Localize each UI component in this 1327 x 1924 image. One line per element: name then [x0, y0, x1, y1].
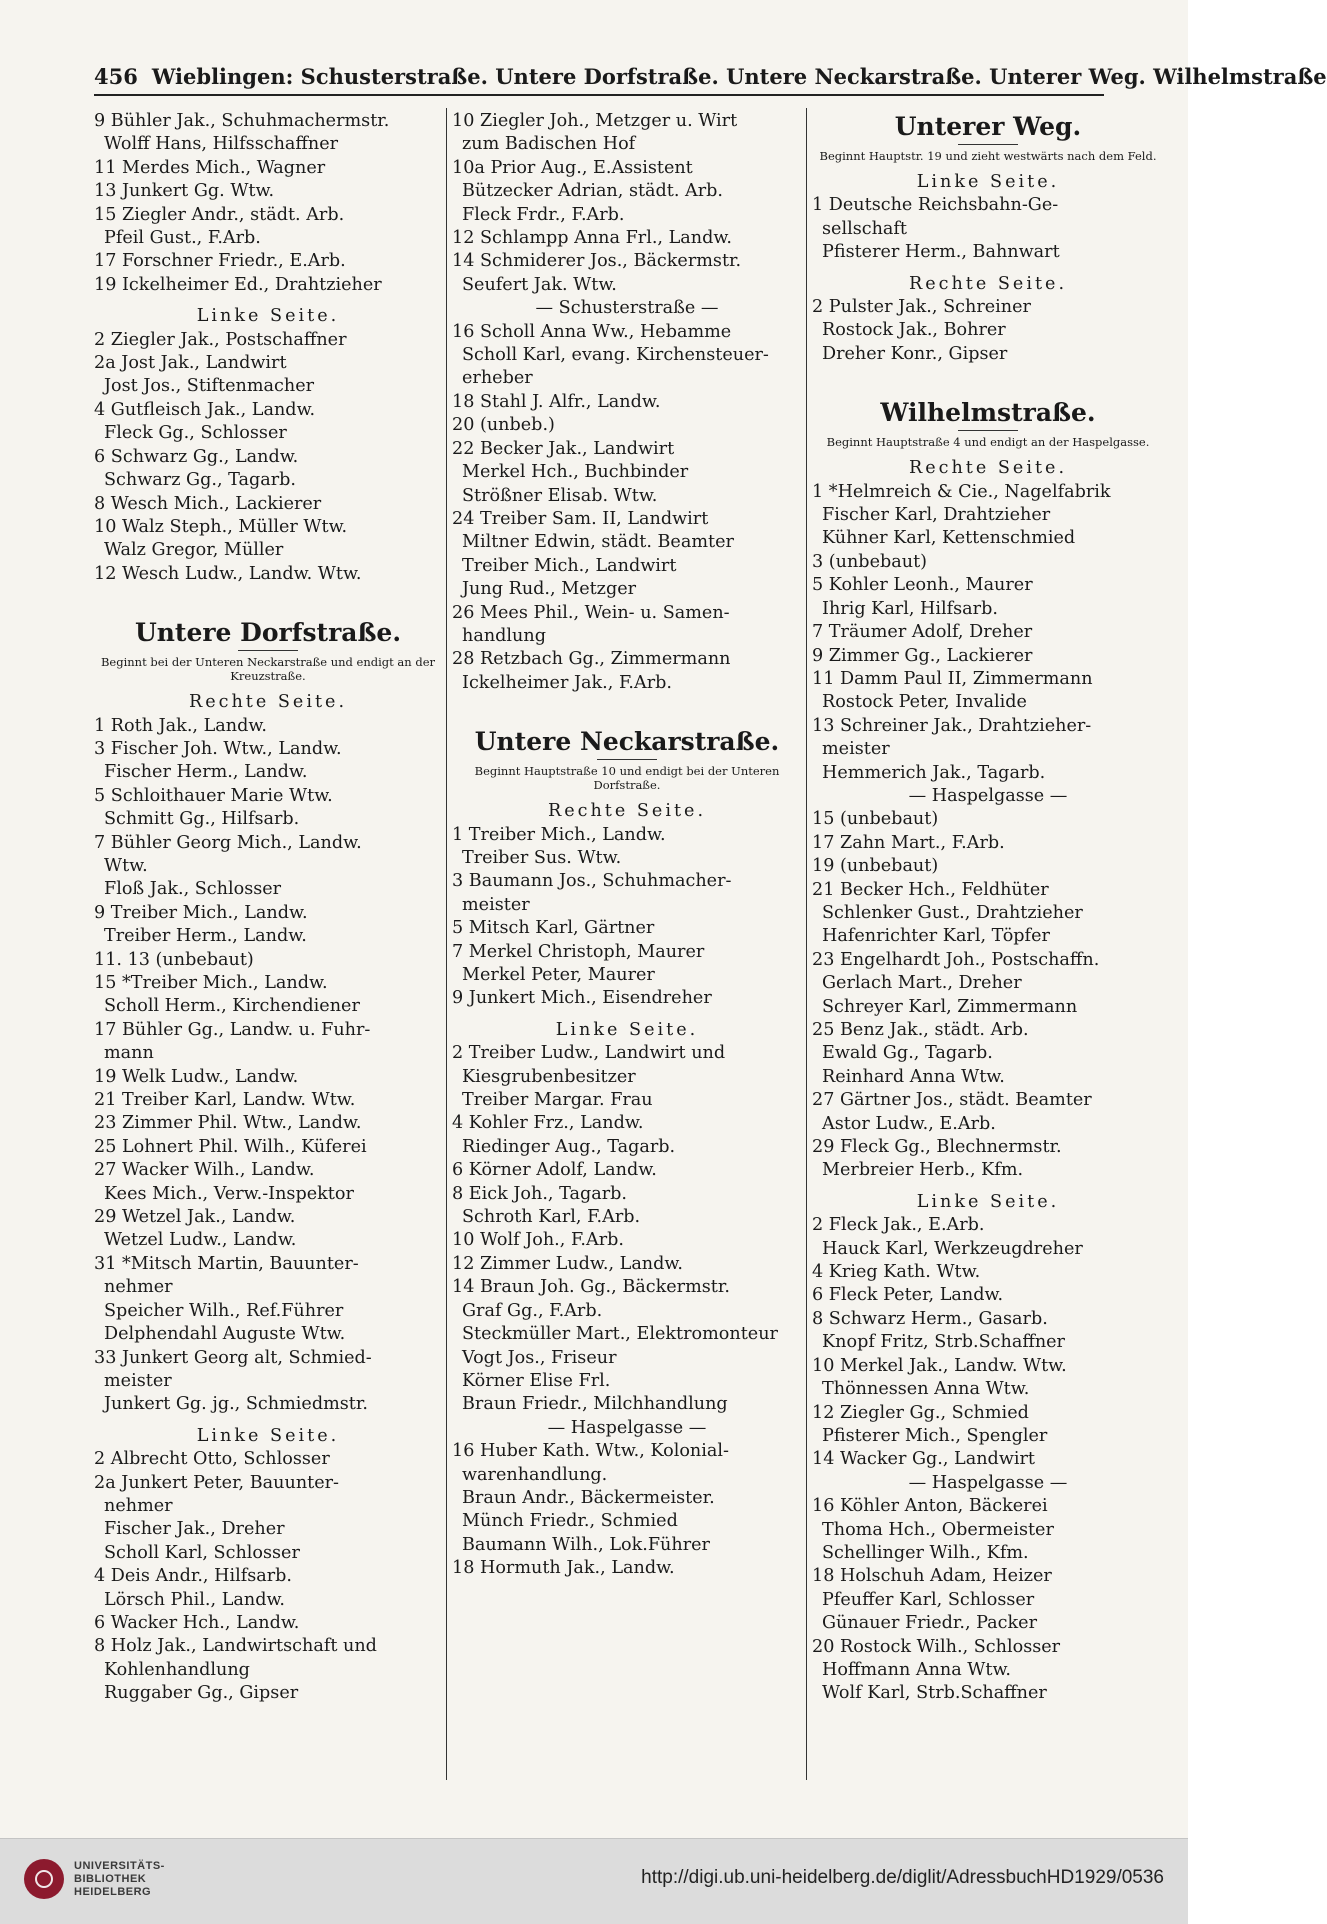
resident-entry: Jost Jos., Stiftenmacher	[104, 376, 315, 397]
address-entry: 27 Gärtner Jos., städt. Beamter	[812, 1090, 1092, 1111]
address-entry: 11 Merdes Mich., Wagner	[94, 157, 326, 178]
resident-entry: Kohlenhandlung	[104, 1659, 250, 1680]
resident-entry: meister	[822, 739, 890, 760]
resident-entry: Walz Gregor, Müller	[104, 540, 284, 561]
address-entry: 14 Braun Joh. Gg., Bäckermstr.	[452, 1277, 730, 1298]
address-entry: 14 Wacker Gg., Landwirt	[812, 1449, 1035, 1470]
address-entry: 29 Wetzel Jak., Landw.	[94, 1207, 296, 1228]
address-entry: 15 *Treiber Mich., Landw.	[94, 973, 328, 993]
side-heading: Rechte Seite.	[908, 458, 1068, 479]
library-name-line1: UNIVERSITÄTS-	[74, 1859, 165, 1872]
address-entry: 1 Deutsche Reichsbahn-Ge-	[812, 195, 1059, 216]
library-name-line3: HEIDELBERG	[74, 1885, 152, 1898]
resident-entry: erheber	[462, 368, 533, 389]
resident-entry: Kees Mich., Verw.-Inspektor	[104, 1183, 354, 1204]
address-entry: 1 Roth Jak., Landw.	[94, 715, 267, 736]
resident-entry: meister	[104, 1370, 172, 1391]
address-entry: 16 Köhler Anton, Bäckerei	[812, 1496, 1048, 1517]
resident-entry: Reinhard Anna Wtw.	[822, 1066, 1005, 1087]
cross-street-marker: — Haspelgasse —	[908, 785, 1068, 806]
side-heading: Rechte Seite.	[908, 273, 1068, 294]
address-entry: 2a Jost Jak., Landwirt	[94, 353, 287, 374]
resident-entry: Braun Friedr., Milchhandlung	[462, 1394, 728, 1415]
side-heading: Linke Seite.	[916, 172, 1060, 192]
resident-entry: Thoma Hch., Obermeister	[822, 1519, 1054, 1540]
address-entry: 21 Becker Hch., Feldhüter	[812, 879, 1049, 900]
address-entry: 33 Junkert Georg alt, Schmied-	[94, 1347, 372, 1368]
address-entry: 23 Engelhardt Joh., Postschaffn.	[812, 949, 1100, 970]
address-entry: 23 Zimmer Phil. Wtw., Landw.	[94, 1113, 362, 1134]
address-entry: 2 Treiber Ludw., Landwirt und	[452, 1043, 726, 1064]
address-entry: 5 Schloithauer Marie Wtw.	[94, 785, 333, 806]
side-heading: Linke Seite.	[196, 1425, 340, 1446]
address-entry: 3 Fischer Joh. Wtw., Landw.	[94, 738, 342, 759]
side-heading: Rechte Seite.	[188, 692, 348, 713]
column-1	[94, 110, 442, 1780]
address-entry: 1 *Helmreich & Cie., Nagelfabrik	[812, 481, 1111, 502]
resident-entry: Astor Ludw., E.Arb.	[822, 1113, 996, 1134]
resident-entry: Lörsch Phil., Landw.	[104, 1589, 286, 1610]
resident-entry: Körner Elise Frl.	[462, 1370, 611, 1391]
address-entry: 2 Pulster Jak., Schreiner	[812, 297, 1031, 318]
address-entry: 3 (unbebaut)	[812, 551, 928, 572]
address-entry: 20 (unbeb.)	[452, 415, 555, 436]
title-underline	[597, 759, 657, 760]
address-entry: 5 Mitsch Karl, Gärtner	[452, 918, 655, 939]
address-entry: 18 Hormuth Jak., Landw.	[452, 1558, 675, 1579]
address-entry: 10a Prior Aug., E.Assistent	[452, 157, 693, 178]
resident-entry: Knopf Fritz, Strb.Schaffner	[822, 1332, 1065, 1353]
address-entry: 19 (unbebaut)	[812, 856, 939, 877]
address-entry: 12 Ziegler Gg., Schmied	[812, 1402, 1029, 1423]
resident-entry: sellschaft	[822, 218, 907, 239]
address-entry: 9 Zimmer Gg., Lackierer	[812, 645, 1033, 666]
resident-entry: Wetzel Ludw., Landw.	[104, 1230, 297, 1251]
address-entry: 11. 13 (unbebaut)	[94, 949, 254, 970]
resident-entry: Seufert Jak. Wtw.	[462, 274, 617, 295]
address-entry: 8 Holz Jak., Landwirtschaft und	[94, 1636, 377, 1657]
library-logo	[24, 1859, 165, 1899]
address-entry: 16 Scholl Anna Ww., Hebamme	[452, 321, 732, 342]
resident-entry: Junkert Gg. jg., Schmiedmstr.	[104, 1394, 368, 1415]
cross-street-marker: — Haspelgasse —	[547, 1417, 707, 1438]
resident-entry: Münch Friedr., Schmied	[462, 1511, 678, 1532]
resident-entry: Pfisterer Herm., Bahnwart	[822, 242, 1060, 263]
resident-entry: Fleck Gg., Schlosser	[104, 423, 287, 444]
address-entry: 6 Fleck Peter, Landw.	[812, 1285, 1004, 1306]
page-header	[94, 58, 1327, 96]
resident-entry: Hoffmann Anna Wtw.	[822, 1659, 1012, 1680]
resident-entry: Vogt Jos., Friseur	[462, 1347, 617, 1368]
resident-entry: handlung	[462, 625, 546, 646]
resident-entry: Treiber Sus. Wtw.	[462, 847, 622, 868]
address-entry: 19 Ickelheimer Ed., Drahtzieher	[94, 274, 382, 295]
address-entry: 7 Bühler Georg Mich., Landw.	[94, 832, 362, 853]
address-entry: 11 Damm Paul II, Zimmermann	[812, 668, 1093, 689]
resident-entry: Rostock Jak., Bohrer	[822, 320, 1006, 341]
resident-entry: Kühner Karl, Kettenschmied	[822, 528, 1076, 549]
resident-entry: Merbreier Herb., Kfm.	[822, 1160, 1024, 1181]
address-entry: 29 Fleck Gg., Blechnermstr.	[812, 1137, 1062, 1158]
resident-entry: meister	[462, 894, 530, 915]
address-entry: 15 (unbebaut)	[812, 809, 939, 830]
resident-entry: Pfisterer Mich., Spengler	[822, 1425, 1048, 1446]
address-entry: 27 Wacker Wilh., Landw.	[94, 1160, 315, 1181]
address-entry: 8 Schwarz Herm., Gasarb.	[812, 1308, 1048, 1329]
address-entry: 12 Schlampp Anna Frl., Landw.	[452, 228, 732, 249]
address-entry: 4 Kohler Frz., Landw.	[452, 1113, 644, 1134]
street-title: Wilhelmstraße.	[880, 398, 1096, 428]
street-description: Beginnt Hauptstraße 10 und endigt bei der Unteren Dorfstraße.	[474, 764, 780, 793]
resident-entry: Merkel Peter, Maurer	[462, 965, 655, 985]
resident-entry: Baumann Wilh., Lok.Führer	[462, 1534, 710, 1555]
resident-entry: Schwarz Gg., Tagarb.	[104, 470, 297, 491]
address-entry: 12 Zimmer Ludw., Landw.	[452, 1253, 683, 1274]
resident-entry: Schellinger Wilh., Kfm.	[822, 1542, 1029, 1563]
resident-entry: Wolff Hans, Hilfsschaffner	[104, 134, 339, 155]
column-3	[812, 110, 1164, 1780]
resident-entry: Hafenrichter Karl, Töpfer	[822, 926, 1050, 947]
resident-entry: Schmitt Gg., Hilfsarb.	[104, 809, 300, 830]
title-underline	[958, 144, 1018, 145]
side-heading: Linke Seite.	[555, 1019, 699, 1040]
resident-entry: Graf Gg., F.Arb.	[462, 1300, 603, 1321]
resident-entry: Schlenker Gust., Drahtzieher	[822, 902, 1083, 923]
resident-entry: Scholl Herm., Kirchendiener	[104, 996, 360, 1017]
resident-entry: Merkel Hch., Buchbinder	[462, 462, 689, 483]
address-entry: 4 Gutfleisch Jak., Landw.	[94, 399, 316, 420]
resident-entry: Schroth Karl, F.Arb.	[462, 1207, 641, 1228]
address-entry: 16 Huber Kath. Wtw., Kolonial-	[452, 1441, 729, 1462]
address-entry: 9 Junkert Mich., Eisendreher	[452, 988, 712, 1009]
cross-street-marker: — Haspelgasse —	[908, 1472, 1068, 1493]
resident-entry: Delphendahl Auguste Wtw.	[104, 1324, 346, 1345]
resident-entry: Fleck Frdr., F.Arb.	[462, 204, 625, 225]
resident-entry: Hauck Karl, Werkzeugdreher	[822, 1238, 1083, 1259]
source-url[interactable]: http://digi.ub.uni-heidelberg.de/diglit/AdressbuchHD1929/0536	[641, 1867, 1164, 1888]
address-entry: 8 Eick Joh., Tagarb.	[452, 1183, 627, 1204]
address-entry: 15 Ziegler Andr., städt. Arb.	[94, 204, 345, 225]
address-entry: 10 Walz Steph., Müller Wtw.	[94, 516, 348, 537]
address-entry: 19 Welk Ludw., Landw.	[94, 1066, 299, 1087]
resident-entry: Speicher Wilh., Ref.Führer	[104, 1300, 344, 1321]
address-entry: 10 Ziegler Joh., Metzger u. Wirt	[452, 111, 738, 131]
address-entry: 2a Junkert Peter, Bauunter-	[94, 1472, 339, 1493]
resident-entry: Fischer Herm., Landw.	[104, 762, 308, 783]
resident-entry: Wtw.	[104, 855, 148, 876]
resident-entry: Ewald Gg., Tagarb.	[822, 1043, 993, 1064]
address-entry: 2 Fleck Jak., E.Arb.	[812, 1215, 985, 1236]
resident-entry: Dreher Konr., Gipser	[822, 343, 1008, 364]
address-entry: 17 Bühler Gg., Landw. u. Fuhr-	[94, 1019, 371, 1040]
address-entry: 2 Albrecht Otto, Schlosser	[94, 1449, 330, 1470]
address-entry: 8 Wesch Mich., Lackierer	[94, 493, 322, 514]
address-entry: 24 Treiber Sam. II, Landwirt	[452, 508, 709, 529]
address-entry: 20 Rostock Wilh., Schlosser	[812, 1636, 1061, 1657]
address-entry: 4 Krieg Kath. Wtw.	[812, 1262, 981, 1283]
address-entry: 22 Becker Jak., Landwirt	[452, 438, 675, 459]
resident-entry: mann	[104, 1043, 154, 1064]
address-entry: 25 Lohnert Phil. Wilh., Küferei	[94, 1136, 367, 1157]
address-entry: 18 Holschuh Adam, Heizer	[812, 1566, 1052, 1587]
resident-entry: Treiber Margar. Frau	[462, 1090, 653, 1111]
resident-entry: Gerlach Mart., Dreher	[822, 973, 1022, 994]
address-entry: 17 Forschner Friedr., E.Arb.	[94, 251, 346, 272]
address-entry: 28 Retzbach Gg., Zimmermann	[452, 649, 731, 670]
address-entry: 10 Wolf Joh., F.Arb.	[452, 1230, 624, 1251]
address-entry: 31 *Mitsch Martin, Bauunter-	[94, 1253, 359, 1274]
resident-entry: Treiber Herm., Landw.	[104, 926, 307, 947]
resident-entry: Ickelheimer Jak., F.Arb.	[462, 672, 672, 693]
resident-entry: Floß Jak., Schlosser	[104, 879, 282, 900]
address-entry: 14 Schmiderer Jos., Bäckermstr.	[452, 251, 742, 272]
address-entry: 6 Körner Adolf, Landw.	[452, 1160, 657, 1181]
seal-icon	[24, 1859, 64, 1899]
address-entry: 6 Wacker Hch., Landw.	[94, 1612, 300, 1633]
side-heading: Linke Seite.	[916, 1191, 1060, 1212]
title-underline	[958, 430, 1018, 431]
column-divider	[806, 108, 807, 1780]
title-underline	[238, 650, 298, 651]
resident-entry: Ihrig Karl, Hilfsarb.	[822, 598, 998, 619]
resident-entry: Braun Andr., Bäckermeister.	[462, 1487, 715, 1508]
address-entry: 13 Schreiner Jak., Drahtzieher-	[812, 715, 1092, 736]
resident-entry: Günauer Friedr., Packer	[822, 1613, 1037, 1634]
address-entry: 18 Stahl J. Alfr., Landw.	[452, 391, 661, 412]
resident-entry: Pfeuffer Karl, Schlosser	[822, 1589, 1035, 1610]
address-entry: 25 Benz Jak., städt. Arb.	[812, 1020, 1029, 1040]
page-number: 456	[94, 63, 138, 89]
side-heading: Rechte Seite.	[547, 801, 707, 822]
resident-entry: Steckmüller Mart., Elektromonteur	[462, 1324, 778, 1345]
side-heading: Linke Seite.	[196, 306, 340, 327]
column-divider	[446, 108, 447, 1780]
street-title: Untere Dorfstraße.	[134, 618, 402, 648]
resident-entry: nehmer	[104, 1277, 173, 1298]
address-entry: 7 Träumer Adolf, Dreher	[812, 622, 1033, 643]
address-entry: 7 Merkel Christoph, Maurer	[452, 941, 705, 962]
resident-entry: Scholl Karl, Schlosser	[104, 1542, 300, 1563]
resident-entry: Schreyer Karl, Zimmermann	[822, 996, 1078, 1017]
resident-entry: Riedinger Aug., Tagarb.	[462, 1136, 676, 1157]
address-entry: 2 Ziegler Jak., Postschaffner	[94, 329, 347, 350]
address-entry: 6 Schwarz Gg., Landw.	[94, 446, 299, 467]
resident-entry: Fischer Jak., Dreher	[104, 1519, 285, 1540]
address-entry: 3 Baumann Jos., Schuhmacher-	[452, 871, 732, 892]
resident-entry: zum Badischen Hof	[462, 134, 636, 155]
address-entry: 10 Merkel Jak., Landw. Wtw.	[812, 1355, 1067, 1376]
address-entry: 12 Wesch Ludw., Landw. Wtw.	[94, 563, 362, 584]
resident-entry: Jung Rud., Metzger	[462, 579, 637, 600]
library-name-line2: BIBLIOTHEK	[74, 1872, 147, 1885]
address-entry: 9 Bühler Jak., Schuhmachermstr.	[94, 111, 390, 131]
street-description: Beginnt bei der Unteren Neckarstraße und endigt an der Kreuzstraße.	[100, 655, 436, 684]
resident-entry: Scholl Karl, evang. Kirchensteuer-	[462, 345, 769, 366]
resident-entry: Hemmerich Jak., Tagarb.	[822, 762, 1046, 783]
column-2	[452, 110, 802, 1780]
resident-entry: Strößner Elisab. Wtw.	[462, 485, 658, 506]
street-title: Untere Neckarstraße.	[474, 727, 780, 757]
address-entry: 4 Deis Andr., Hilfsarb.	[94, 1566, 292, 1587]
resident-entry: Fischer Karl, Drahtzieher	[822, 505, 1051, 526]
resident-entry: Ruggaber Gg., Gipser	[104, 1683, 299, 1704]
resident-entry: Pfeil Gust., F.Arb.	[104, 228, 261, 249]
cross-street-marker: — Schusterstraße —	[535, 298, 719, 319]
resident-entry: warenhandlung.	[462, 1464, 608, 1485]
street-title: Unterer Weg.	[894, 112, 1082, 141]
resident-entry: Treiber Mich., Landwirt	[462, 555, 677, 576]
address-entry: 13 Junkert Gg. Wtw.	[94, 181, 275, 202]
street-description: Beginnt Hauptstraße 4 und endigt an der Haspelgasse.	[826, 435, 1150, 450]
resident-entry: Thönnessen Anna Wtw.	[822, 1379, 1030, 1400]
resident-entry: Wolf Karl, Strb.Schaffner	[822, 1683, 1047, 1704]
page-title: Wieblingen: Schusterstraße. Untere Dorfstraße. Untere Neckarstraße. Unterer Weg. Wilhelmstraße	[151, 63, 1327, 89]
resident-entry: Rostock Peter, Invalide	[822, 692, 1027, 713]
address-entry: 1 Treiber Mich., Landw.	[452, 824, 666, 845]
resident-entry: Bützecker Adrian, städt. Arb.	[462, 181, 724, 202]
address-entry: 5 Kohler Leonh., Maurer	[812, 575, 1033, 596]
address-entry: 21 Treiber Karl, Landw. Wtw.	[94, 1090, 356, 1111]
resident-entry: nehmer	[104, 1495, 173, 1516]
address-entry: 26 Mees Phil., Wein- u. Samen-	[452, 602, 730, 623]
resident-entry: Kiesgrubenbesitzer	[462, 1066, 636, 1087]
address-entry: 17 Zahn Mart., F.Arb.	[812, 832, 1005, 853]
address-entry: 9 Treiber Mich., Landw.	[94, 902, 308, 923]
resident-entry: Miltner Edwin, städt. Beamter	[462, 532, 734, 553]
street-description: Beginnt Hauptstr. 19 und zieht westwärts nach dem Feld.	[819, 149, 1157, 163]
footer-bar	[0, 1838, 1188, 1924]
